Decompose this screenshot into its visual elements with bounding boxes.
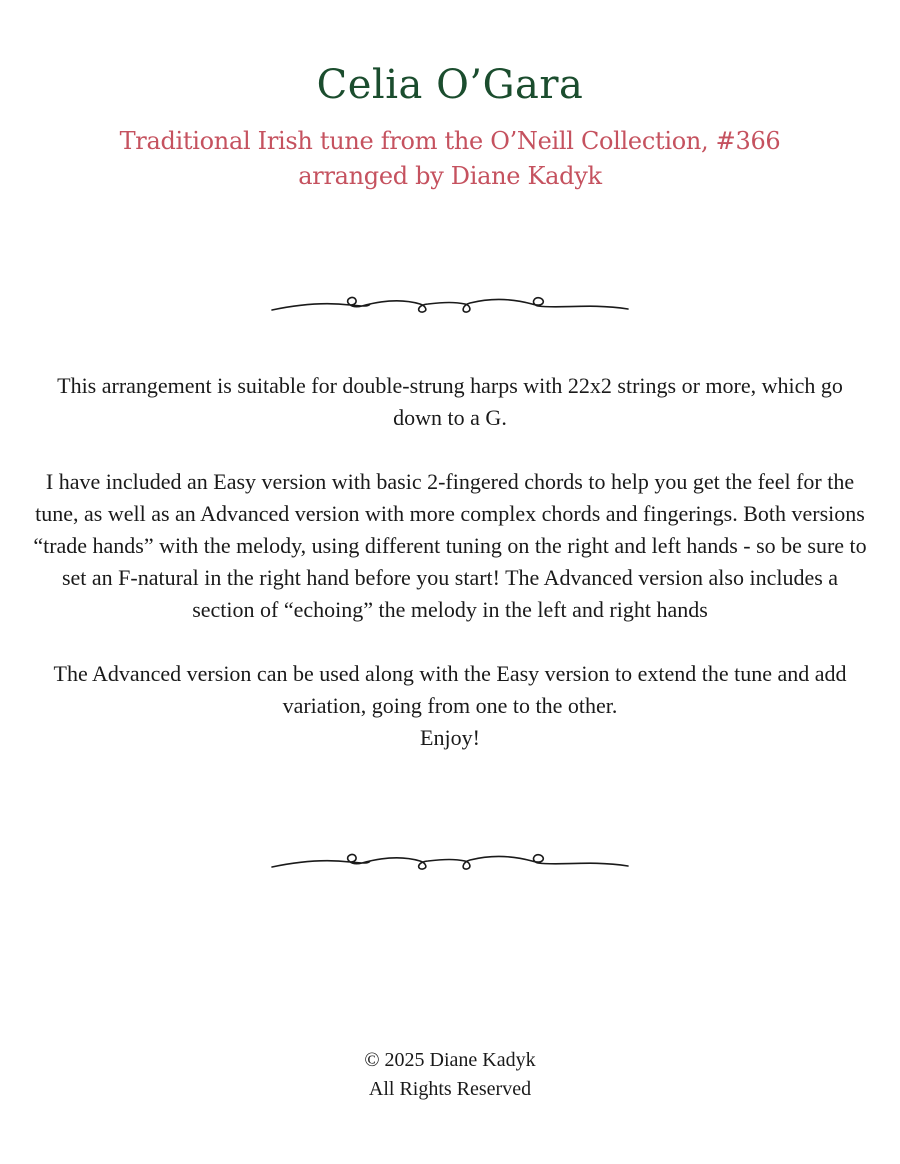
- subtitle-source: Traditional Irish tune from the O’Neill Collection, #366: [119, 127, 781, 155]
- paragraph-harp-requirements: This arrangement is suitable for double-strung harps with 22x2 strings or more, which go down to a G.: [57, 373, 843, 430]
- subtitle-arranger: arranged by Diane Kadyk: [298, 162, 602, 190]
- rights-text: All Rights Reserved: [368, 1078, 532, 1100]
- paragraph-versions: I have included an Easy version with basic 2-fingered chords to help you get the feel for the tune, as well as an Advanced version with more complex chords and fingerings. Both versions “trade hands” with the melody, using different tuning on the right and left hands - so be sure to set an F-natural in the right hand before you start! The Advanced version also includes a section of “echoing” the melody in the left and right hands: [33, 469, 867, 622]
- flourish-divider-icon: [270, 847, 630, 877]
- paragraph-variation: The Advanced version can be used along with the Easy version to extend the tune and add variation, going from one to the other.: [53, 661, 847, 718]
- subtitle: [0, 124, 900, 194]
- description: [30, 370, 870, 754]
- closing-line: Enjoy!: [420, 725, 480, 750]
- page-title: Celia O’Gara: [316, 62, 584, 108]
- flourish-divider-icon: [270, 290, 630, 320]
- copyright-text: © 2025 Diane Kadyk: [364, 1049, 536, 1071]
- footer: [0, 1046, 900, 1104]
